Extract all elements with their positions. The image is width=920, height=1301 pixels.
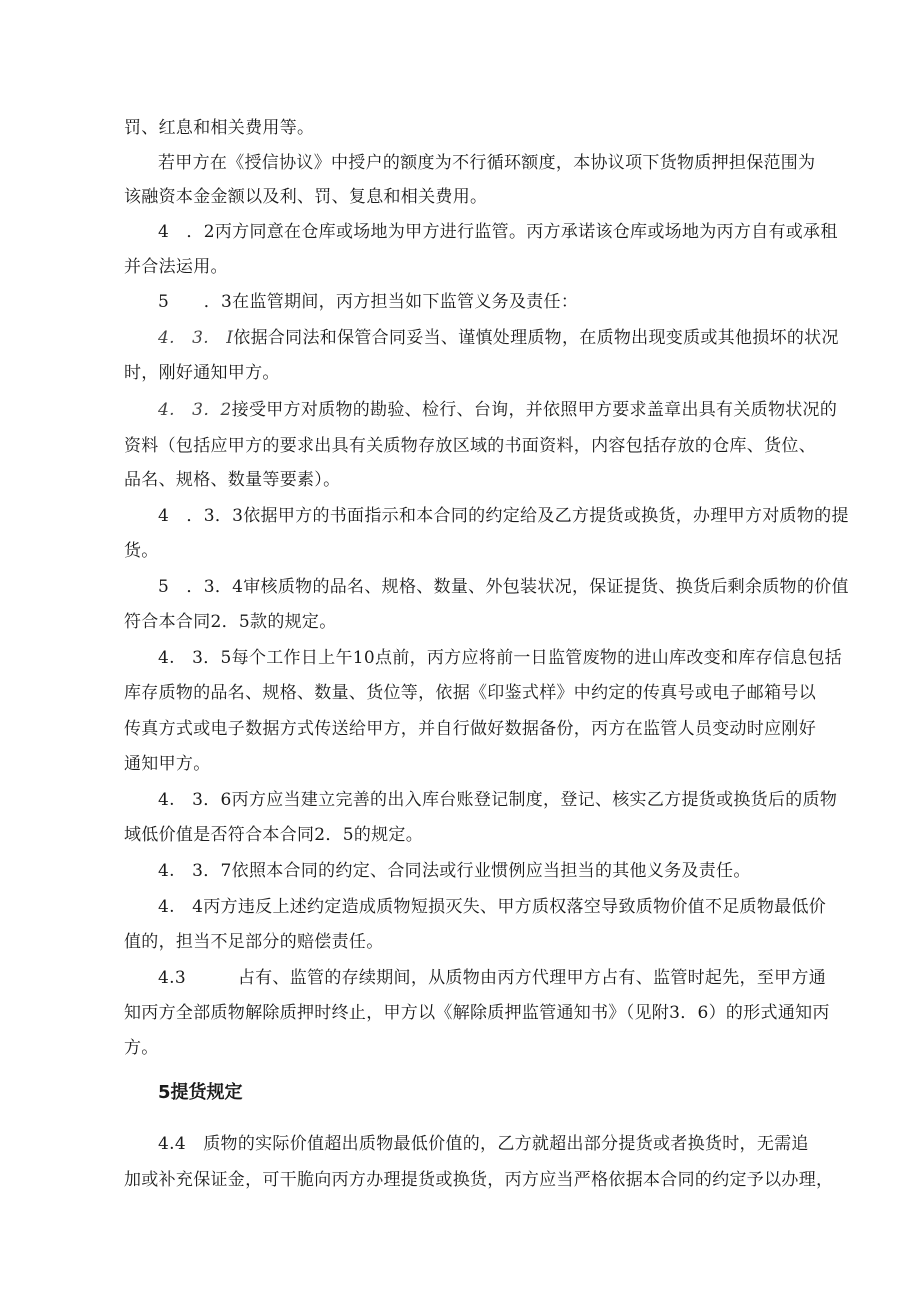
- clause-number: 4. 3．6: [158, 790, 232, 810]
- clause-number: 4 ．2: [158, 222, 215, 242]
- paragraph-line: 资料（包括应甲方的要求出具有关质物存放区域的书面资料，内容包括存放的仓库、货位、: [124, 436, 816, 456]
- paragraph-line: 4. 3．7依照本合同的约定、合同法或行业惯例应当担当的其他义务及责任。: [158, 861, 751, 881]
- clause-number: 5 ．3．4: [158, 577, 244, 597]
- paragraph-line: 通知甲方。: [124, 754, 211, 774]
- paragraph-line: 该融资本金金额以及利、罚、复息和相关费用。: [124, 187, 488, 207]
- paragraph-line: 5 ．3在监管期间，丙方担当如下监管义务及责任：: [158, 292, 579, 312]
- paragraph-line: 传真方式或电子数据方式传送给甲方，并自行做好数据备份，丙方在监管人员变动时应刚好: [124, 719, 816, 739]
- paragraph-line: 加或补充保证金，可干脆向丙方办理提货或换货，丙方应当严格依据本合同的约定予以办理，: [124, 1170, 834, 1190]
- paragraph-line: 5 ．3．4审核质物的品名、规格、数量、外包装状况，保证提货、换货后剩余质物的价值: [158, 577, 849, 597]
- clause-number: 4. 3．2: [158, 400, 232, 420]
- paragraph-line: 货。: [124, 541, 159, 561]
- paragraph-line: 符合本合同2．5款的规定。: [124, 612, 337, 632]
- paragraph-line: 4. 3．5每个工作日上午10点前，丙方应将前一日监管废物的进山库改变和库存信息包括: [158, 648, 843, 668]
- clause-number: 4. 3．5: [158, 648, 232, 668]
- paragraph-line: 4 ．3．3依据甲方的书面指示和本合同的约定给及乙方提货或换货，办理甲方对质物的提: [158, 506, 849, 526]
- paragraph-line: 4. 3．2接受甲方对质物的勘验、检行、台询，并依照甲方要求盖章出具有关质物状况的: [158, 400, 838, 420]
- section-heading: 5提货规定: [158, 1082, 243, 1103]
- paragraph-line: 4. 3. I依据合同法和保管合同妥当、谨慎处理质物，在质物出现变质或其他损坏的状况: [158, 328, 839, 348]
- paragraph-line: 值的，担当不足部分的赔偿责任。: [124, 932, 384, 952]
- paragraph-line: 4. 3．6丙方应当建立完善的出入库台账登记制度，登记、核实乙方提货或换货后的质物: [158, 790, 838, 810]
- paragraph-line: 4 ．2丙方同意在仓库或场地为甲方进行监管。丙方承诺该仓库或场地为丙方自有或承租: [158, 222, 838, 242]
- paragraph-line: 知丙方全部质物解除质押时终止，甲方以《解除质押监管通知书》（见附3．6）的形式通知丙: [124, 1003, 830, 1023]
- clause-number: 5 ．3: [158, 292, 233, 312]
- paragraph-line: 罚、红息和相关费用等。: [124, 118, 315, 138]
- paragraph-line: 方。: [124, 1038, 159, 1058]
- clause-number: 4. 3. I: [158, 328, 234, 348]
- clause-number: 4.3: [158, 968, 186, 988]
- paragraph-line: 若甲方在《授信协议》中授户的额度为不行循环额度，本协议项下货物质押担保范围为: [158, 153, 816, 173]
- paragraph-line: 品名、规格、数量等要素）。: [124, 470, 341, 490]
- clause-number: 4.4: [158, 1134, 186, 1154]
- paragraph-line: 并合法运用。: [124, 257, 228, 277]
- clause-number: 4 ．3．3: [158, 506, 244, 526]
- paragraph-line: 库存质物的品名、规格、数量、货位等，依据《印鉴式样》中约定的传真号或电子邮箱号以: [124, 683, 816, 703]
- clause-number: 4. 4: [158, 897, 204, 917]
- paragraph-line: 时，刚好通知甲方。: [124, 363, 280, 383]
- paragraph-line: 4.3 占有、监管的存续期间，从质物由丙方代理甲方占有、监管时起先，至甲方通: [158, 968, 827, 988]
- paragraph-line: 域低价值是否符合本合同2．5的规定。: [124, 825, 424, 845]
- clause-number: 4. 3．7: [158, 861, 232, 881]
- paragraph-line: 4. 4丙方违反上述约定造成质物短损灭失、甲方质权落空导致质物价值不足质物最低价: [158, 897, 827, 917]
- paragraph-line: 4.4 质物的实际价值超出质物最低价值的，乙方就超出部分提货或者换货时，无需追: [158, 1134, 809, 1154]
